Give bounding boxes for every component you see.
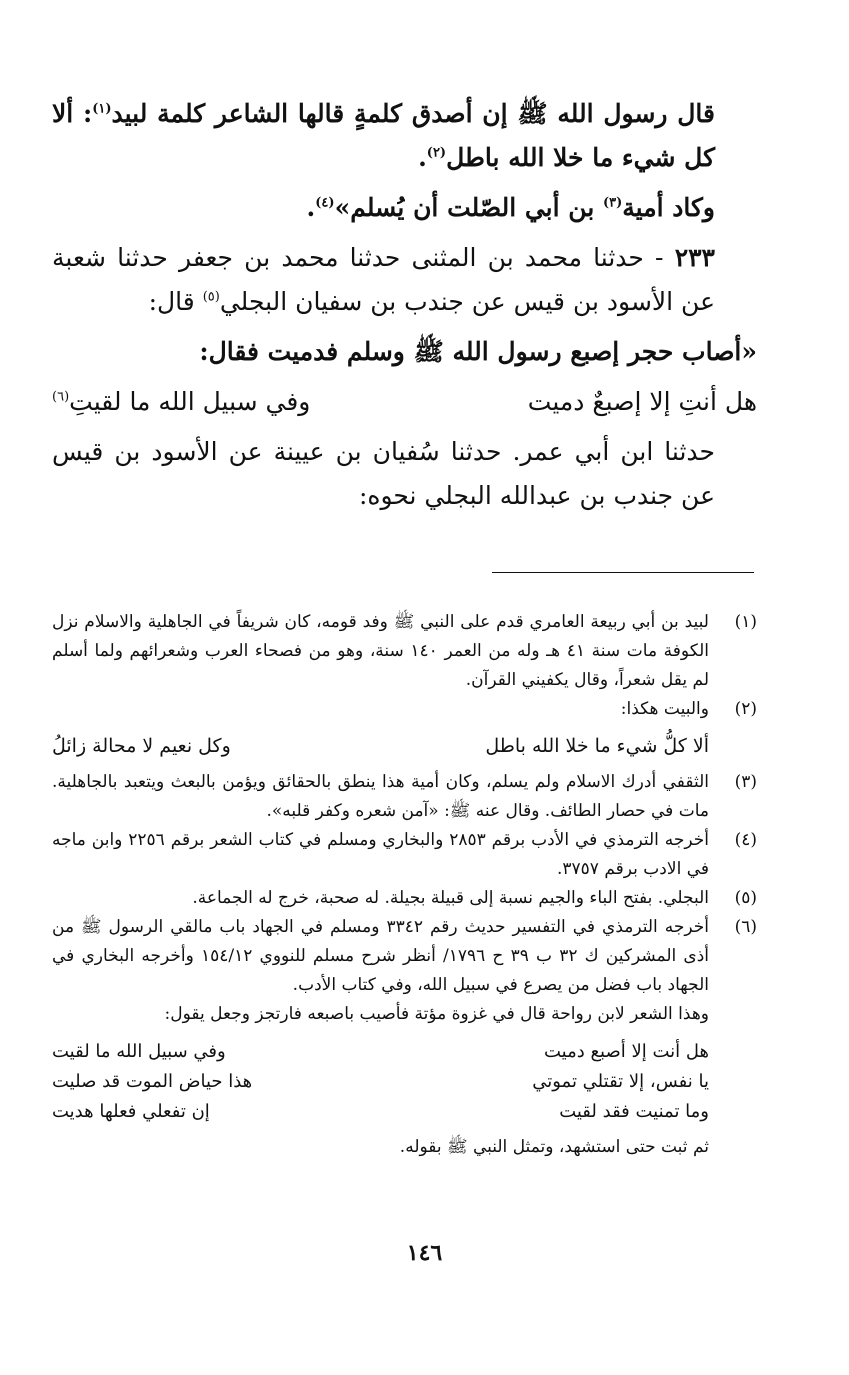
verse xyxy=(52,380,757,424)
footnote-text: الثقفي أدرك الاسلام ولم يسلم، وكان أمية هذا ينطق بالحقائق ويؤمن بالبعث ويتعبد بالجاهلية. مات في حصار الطائف. وقال عنه ﷺ: «آمن شعره وكفر قلبه». xyxy=(52,772,709,821)
footnote-ref-4[interactable]: (٤) xyxy=(315,195,335,211)
text-segment: قال: xyxy=(148,287,203,316)
poem-hemistich-right: وما تمنيت فقد لقيت xyxy=(559,1101,709,1122)
footnote-6 xyxy=(52,913,757,1000)
text-segment: بن أبي الصّلت أن يُسلم» xyxy=(334,193,603,222)
footnote-ref-3[interactable]: (٣) xyxy=(602,195,623,211)
poem-hemistich-right: يا نفس، إلا تقتلي تموتي xyxy=(532,1071,709,1092)
paragraph-umayya xyxy=(52,186,757,230)
footnote-4 xyxy=(52,826,757,884)
footnote-ref-6[interactable]: (٦) xyxy=(52,389,70,405)
poem-hemistich-left: هذا حياض الموت قد صليت xyxy=(52,1071,253,1092)
footnote-number: (٤) xyxy=(734,830,757,850)
footnote-ref-1[interactable]: (١) xyxy=(92,101,112,117)
paragraph-hadith-labid xyxy=(52,92,757,180)
verse-hemistich-right: ألا كلُّ شيء ما خلا الله باطل xyxy=(485,735,709,757)
footnote-text: البجلي. بفتح الباء والجيم نسبة إلى قبيلة بجيلة. له صحبة، خرج له الجماعة. xyxy=(192,888,709,908)
footnote-text: لبيد بن أبي ربيعة العامري قدم على النبي ﷺ وفد قومه، كان شريفاً في الجاهلية والاسلام نزل الكوفة مات سنة ٤١ هـ وله من العمر ١٤٠ سنة، وهو من فصحاء العرب وشعرائهم ولما أسلم لم يقل شعراً، وقال يكفيني القرآن. xyxy=(52,612,709,690)
text-segment: - حدثنا محمد بن المثنى حدثنا محمد بن جعفر حدثنا شعبة عن الأسود بن قيس عن جندب بن سفيان البجلي xyxy=(52,243,715,316)
poem-hemistich-left: إن تفعلي فعلها هديت xyxy=(52,1101,210,1122)
footnote-2-verse xyxy=(52,730,757,762)
footnote-2 xyxy=(52,695,757,724)
footnote-text: أخرجه الترمذي في الأدب برقم ٢٨٥٣ والبخاري ومسلم في كتاب الشعر برقم ٢٢٥٦ وابن ماجه في الادب برقم ٣٧٥٧. xyxy=(52,830,709,879)
footnote-text: والبيت هكذا: xyxy=(620,699,709,719)
text-segment: : ألا كل شيء ما خلا الله باطل xyxy=(52,99,715,172)
paragraph-hadith-233 xyxy=(52,236,757,324)
footnotes xyxy=(52,608,757,1162)
quote-line: «أصاب حجر إصبع رسول الله ﷺ وسلم فدميت فقال: xyxy=(199,337,757,366)
verse-text: وفي سبيل الله ما لقيتِ xyxy=(69,387,311,416)
verse-hemistich-right: هل أنتِ إلا إصبعٌ دميت xyxy=(527,387,757,416)
verse-hemistich-left: وكل نعيم لا محالة زائلُ xyxy=(52,735,231,757)
footnote-number: (٢) xyxy=(734,699,757,719)
hadith-number: ٢٣٣ xyxy=(674,243,715,272)
footnote-number: (١) xyxy=(734,612,757,632)
poem-line xyxy=(52,1037,709,1067)
text-segment: . xyxy=(418,143,427,172)
footnote-3 xyxy=(52,768,757,826)
footnote-number: (٣) xyxy=(734,772,757,792)
footnote-number: (٦) xyxy=(734,917,757,937)
text-segment: وكاد أمية xyxy=(622,193,715,222)
verse-hemistich-left xyxy=(52,380,310,424)
page-number: ١٤٦ xyxy=(406,1240,443,1266)
footnote-ref-5[interactable]: (٥) xyxy=(202,289,220,305)
footnote-6-poem xyxy=(52,1037,757,1127)
footnote-divider xyxy=(492,572,754,573)
poem-hemistich-right: هل أنت إلا أصبع دميت xyxy=(543,1041,709,1062)
text-segment: . xyxy=(306,193,316,222)
footnote-ref-2[interactable]: (٢) xyxy=(426,145,447,161)
paragraph-second-chain: حدثنا ابن أبي عمر. حدثنا سُفيان بن عيينة عن الأسود بن قيس عن جندب بن عبدالله البجلي نحوه: xyxy=(52,437,715,510)
footnote-text: أخرجه الترمذي في التفسير حديث رقم ٣٣٤٢ ومسلم في الجهاد باب مالقي الرسول ﷺ من أذى المشركين ك ٣٢ ب ٣٩ ح ١٧٩٦/ أنظر شرح مسلم للنووي ١٥٤/١٢ وأخرجه البخاري في الجهاد باب فضل من يصرع في سبيل الله، وفي كتاب الأدب. xyxy=(52,917,710,995)
footnote-6-end: ثم ثبت حتى استشهد، وتمثل النبي ﷺ بقوله. xyxy=(399,1137,709,1157)
text-segment: قال رسول الله ﷺ إن أصدق كلمةٍ قالها الشاعر كلمة لبيد xyxy=(111,99,715,128)
poem-line xyxy=(52,1067,709,1097)
footnote-5 xyxy=(52,884,757,913)
main-text xyxy=(52,92,757,524)
poem-hemistich-left: وفي سبيل الله ما لقيت xyxy=(52,1041,226,1062)
poem-line xyxy=(52,1097,709,1127)
footnote-1 xyxy=(52,608,757,695)
footnote-6-continuation: وهذا الشعر لابن رواحة قال في غزوة مؤتة فأصيب باصبعه فارتجز وجعل يقول: xyxy=(164,1004,709,1024)
footnote-number: (٥) xyxy=(734,888,757,908)
